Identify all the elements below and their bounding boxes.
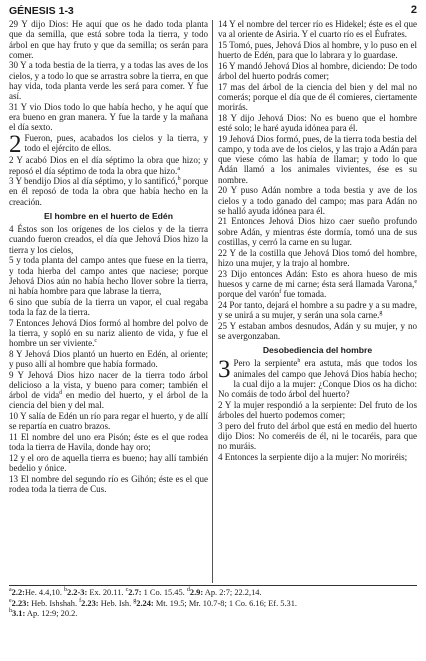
verse: 9 Y Jehová Dios hizo nacer de la tierra todo árbol delicioso a la vista, y bueno para comer; también el árbol de vida$^d$ en medio del huerto, y el árbol de la ciencia del bien y del mal. (9, 369, 208, 411)
right-column (218, 19, 417, 462)
section-heading: El hombre en el huerto de Edén (44, 210, 173, 221)
footnote-marker: f (279, 289, 282, 295)
footnote-marker: e (414, 278, 417, 285)
verse: 17 mas del árbol de la ciencia del bien y del mal no comerás; porque el día que de él comieres, ciertamente morirás. (218, 81, 417, 113)
verse: 30 Y a toda bestia de la tierra, y a todas las aves de los cielos, y a todo lo que se arrastra sobre la tierra, en que hay vida, toda planta verde les será para comer. Y fue así. (9, 60, 208, 102)
footnote-marker: g (379, 309, 383, 316)
verse: 3 Y bendijo Dios al día séptimo, y lo santificó,$^b$ porque en él reposó de toda la obra que había hecho en la creación. (9, 176, 208, 207)
footnote-line: $^h$3.1: Ap. 12:9; 20.2. (9, 608, 78, 619)
verse: 19 Jehová Dios formó, pues, de la tierra toda bestia del campo, y toda ave de los cielos, y las trajo a Adán para que viese cómo las había de llamar; y todo lo que Adán llamó a los animales vivientes, ése es su nombre. (218, 133, 417, 185)
chapter-number-dropcap: 3 (218, 358, 231, 384)
verse: 4 Entonces la serpiente dijo a la mujer: No moriréis; (218, 451, 408, 462)
verse: 2 Y la mujer respondió a la serpiente: Del fruto de los árboles del huerto podemos comer; (218, 399, 417, 420)
verse: Fueron, pues, acabados los cielos y la tierra, y todo el ejército de ellos. (24, 132, 208, 154)
footnote-line: $^a$2.2:He. 4.4,10. $^b$2.2-3: Ex. 20.11. $^c$2.7: 1 Co. 15.45. $^d$2.9: Ap. 2:7; 22.2,14. (9, 587, 262, 597)
verse: 13 El nombre del segundo río es Gihón; éste es el que rodea toda la tierra de Cus. (9, 473, 208, 494)
verse: 18 Y dijo Jehová Dios: No es bueno que el hombre esté solo; le haré ayuda idónea para él. (218, 112, 417, 134)
chapter-start (9, 133, 208, 155)
left-column (9, 19, 208, 495)
verse: 8 Y Jehová Dios plantó un huerto en Edén, al oriente; y puso allí al hombre que había formado. (9, 348, 208, 370)
verse: 21 Entonces Jehová Dios hizo caer sueño profundo sobre Adán, y mientras éste dormía, tomó una de sus costillas, y cerró la carne en su lugar. (218, 216, 418, 247)
column-divider (212, 20, 213, 583)
verse: 6 sino que subía de la tierra un vapor, el cual regaba toda la faz de la tierra. (9, 296, 208, 317)
footnote-marker: h (297, 358, 301, 365)
verse: 12 y el oro de aquella tierra es bueno; hay allí también bedelio y ónice. (9, 452, 209, 474)
footnote-marker: a (177, 165, 180, 172)
footnote-marker: b (177, 176, 181, 183)
footnote-marker: c (94, 338, 98, 345)
footnote-line: $^e$2.23: Heb. Ishshah. $^f$2.23: Heb. Ish. $^g$2.24: Mt. 19.5; Mr. 10.7-8; 1 Co. 6.16; Ef. 5.31. (9, 597, 298, 608)
verse: 31 Y vio Dios todo lo que había hecho, y he aquí que era bueno en gran manera. Y fue la tarde y la mañana el día sexto. (9, 101, 208, 133)
section-heading: Desobediencia del hombre (262, 345, 373, 356)
verse: 3 pero del fruto del árbol que está en medio del huerto dijo Dios: No comeréis de él, ni le tocaréis, para que no muráis. (218, 420, 417, 452)
verse: 22 Y de la costilla que Jehová Dios tomó del hombre, hizo una mujer, y la trajo al hombre. (218, 247, 417, 268)
footnotes (9, 588, 417, 620)
page-header (9, 2, 417, 18)
chapter-start: 3 Pero la serpiente$^h$ era astuta, más que todos los animales del campo que Jehová Dios había hecho; la cual dijo a la mujer: ¿Conque Dios os ha dicho: No comáis de todo árbol del huerto? (218, 358, 417, 400)
book-chapter-range: GÉNESIS 1-3 (9, 5, 74, 17)
verse: 2 Y acabó Dios en el día séptimo la obra que hizo; y reposó el día séptimo de toda la obra que hizo.$^a$ (9, 155, 208, 176)
verse: 16 Y mandó Jehová Dios al hombre, diciendo: De todo árbol del huerto podrás comer; (218, 60, 417, 82)
verse: 7 Entonces Jehová Dios formó al hombre del polvo de la tierra, y sopló en su nariz aliento de vida, y fue el hombre un ser viviente.$^c$ (9, 317, 208, 349)
page-number: 2 (410, 4, 417, 16)
footnote-rule (9, 585, 417, 586)
verse: 5 y toda planta del campo antes que fuese en la tierra, y toda hierba del campo antes que naciese; porque Jehová Dios aún no había hecho llover sobre la tierra, ni había hombre para que labrase la tierra, (9, 255, 209, 297)
verse: 25 Y estaban ambos desnudos, Adán y su mujer, y no se avergonzaban. (218, 320, 417, 341)
verse: 23 Dijo entonces Adán: Esto es ahora hueso de mis huesos y carne de mi carne; ésta será llamada Varona,$^e$ porque del varón$^f$ fue tomada. (218, 268, 417, 300)
verse: 24 Por tanto, dejará el hombre a su padre y a su madre, y se unirá a su mujer, y serán una sola carne.$^g$ (218, 299, 417, 320)
chapter-number-dropcap: 2 (9, 132, 22, 155)
verse: 29 Y dijo Dios: He aquí que os he dado toda planta que da semilla, que está sobre toda la tierra, y todo árbol en que hay fruto y que da semilla; os serán para comer. (9, 19, 208, 60)
verse: 11 El nombre del uno era Pisón; éste es el que rodea toda la tierra de Havila, donde hay oro; (9, 431, 208, 453)
verse: 15 Tomó, pues, Jehová Dios al hombre, y lo puso en el huerto de Edén, para que lo labrara y lo guardase. (218, 39, 417, 61)
verse: 14 Y el nombre del tercer río es Hidekel; éste es el que va al oriente de Asiria. Y el cuarto río es el Éufrates. (218, 19, 417, 40)
verse: 10 Y salía de Edén un río para regar el huerto, y de allí se repartía en cuatro brazos. (9, 411, 208, 432)
verse: 20 Y puso Adán nombre a toda bestia y ave de los cielos y a todo ganado del campo; mas para Adán no se halló ayuda idónea para él. (218, 185, 417, 216)
verse: 4 Éstos son los orígenes de los cielos y de la tierra cuando fueron creados, el día que Jehová Dios hizo la tierra y los cielos, (9, 224, 208, 255)
footnote-marker: d (59, 390, 63, 397)
